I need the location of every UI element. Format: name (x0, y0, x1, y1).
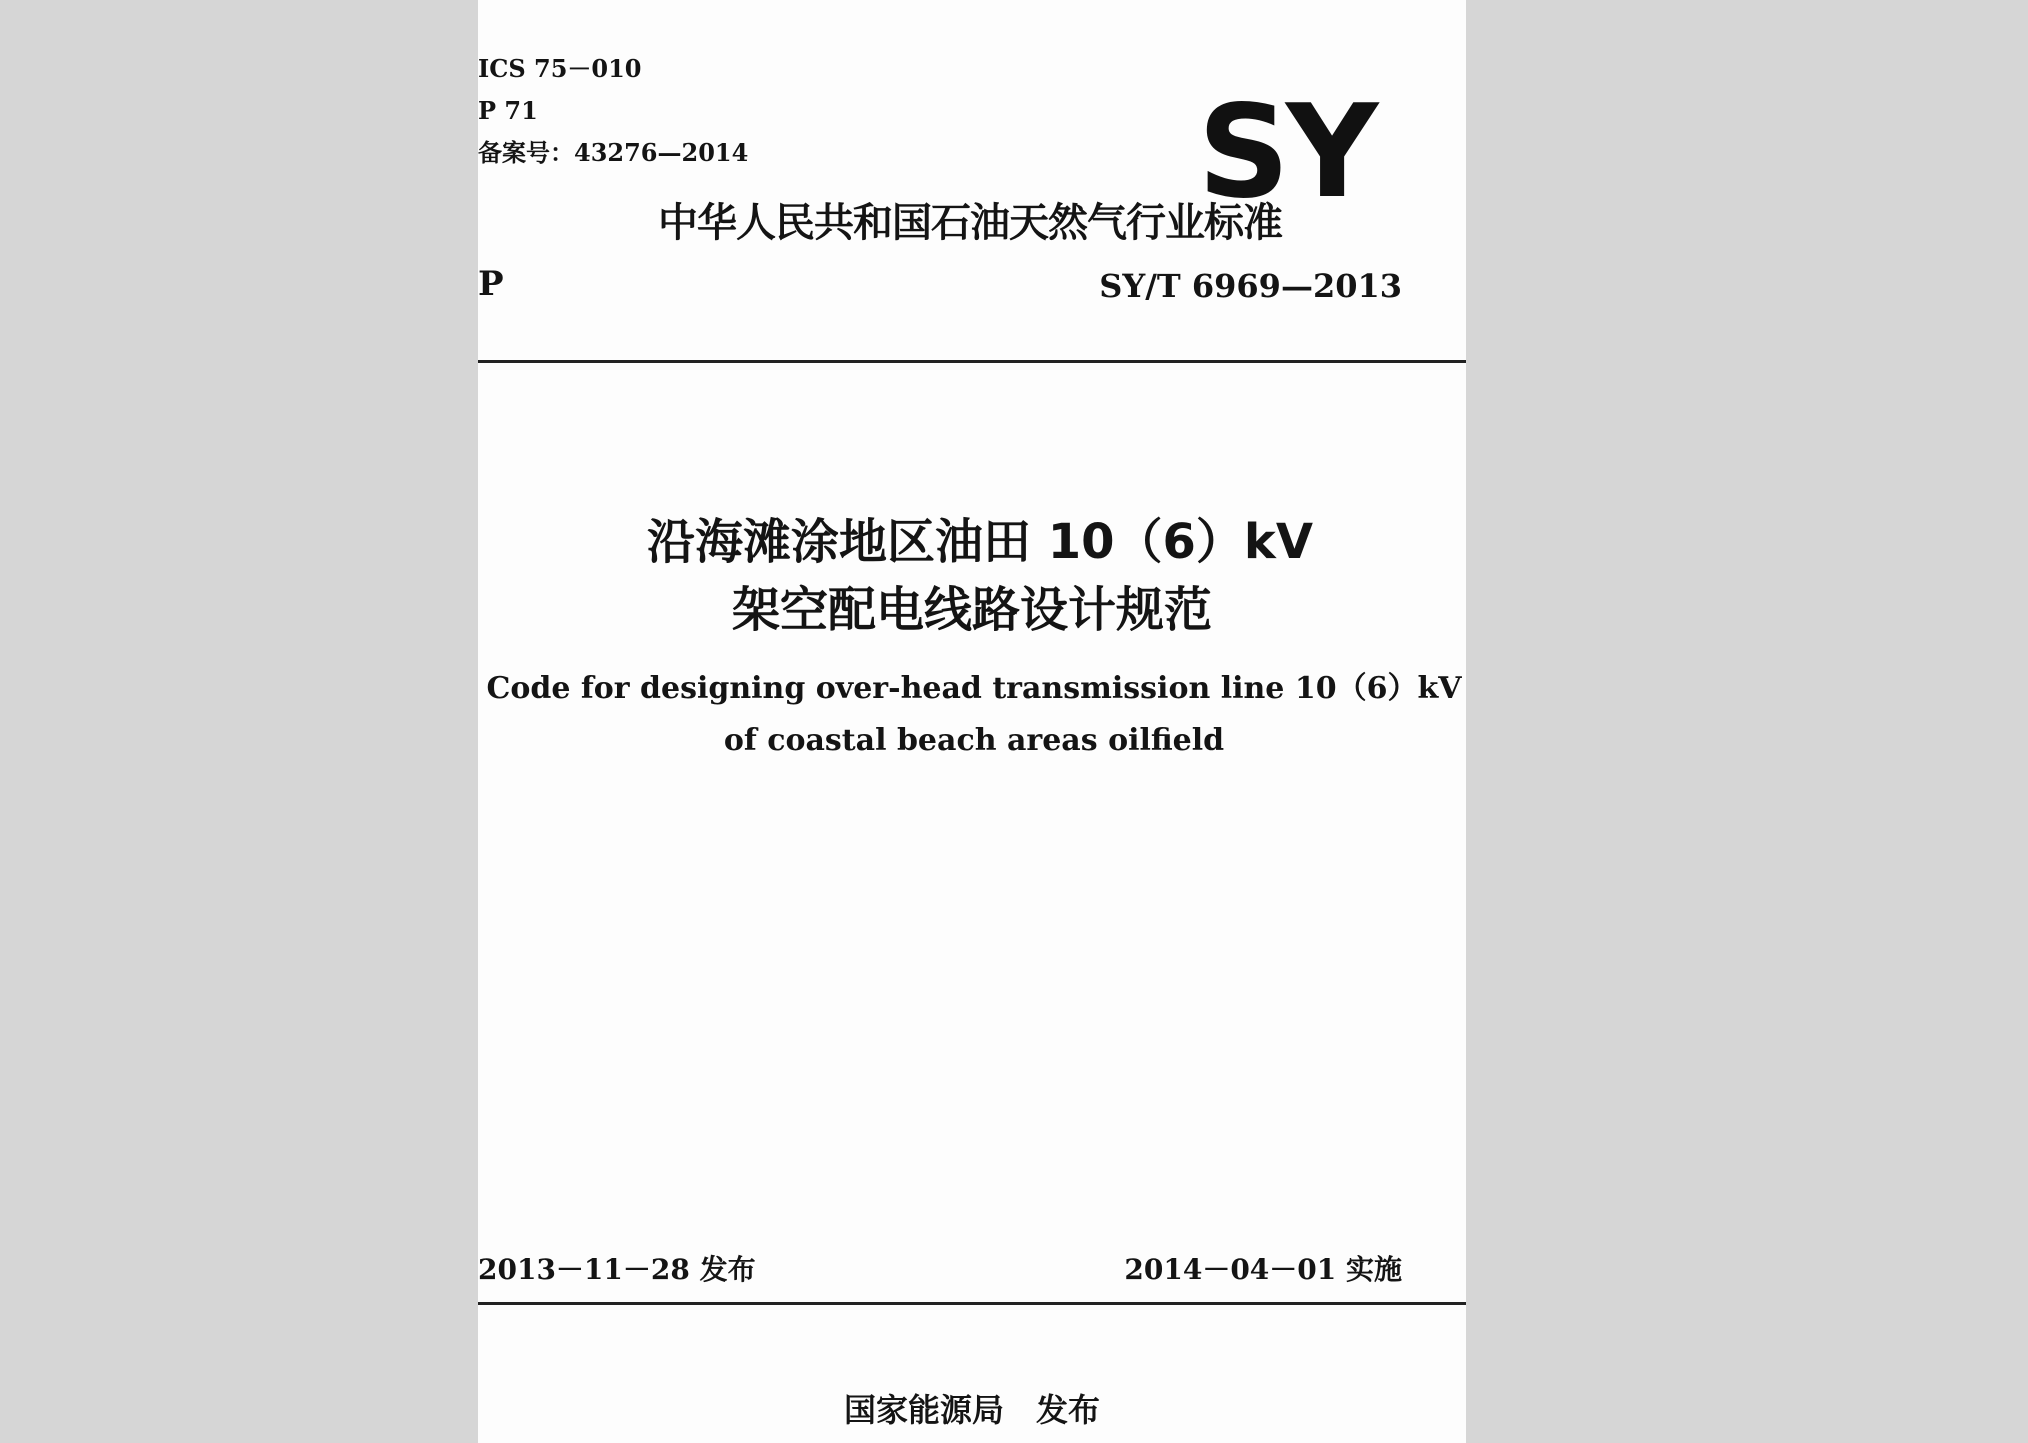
bottom-divider (478, 1302, 1466, 1305)
standard-number: SY/T 6969—2013 (1099, 267, 1402, 305)
title-en-line-2: of coastal beach areas oilfield (723, 723, 1225, 758)
title-zh-line-1: 沿海滩涂地区油田 10（6）kV (647, 514, 1313, 570)
implementation-date: 2014－04－01 实施 (1124, 1253, 1402, 1286)
sy-logo (1191, 94, 1381, 210)
issuer: 国家能源局 发布 (843, 1391, 1100, 1429)
release-date: 2013－11－28 发布 (478, 1253, 756, 1286)
ics-code: ICS 75－010 (478, 54, 642, 83)
industry-standard-title: 中华人民共和国石油天然气行业标准 (658, 200, 1282, 246)
classification-code: P 71 (478, 96, 538, 125)
sy-logo-text: SY (1197, 94, 1375, 210)
filing-number: 备案号：43276—2014 (478, 138, 749, 167)
top-divider (478, 360, 1466, 363)
category-letter: P (478, 264, 504, 304)
title-zh-line-2: 架空配电线路设计规范 (731, 582, 1212, 638)
title-en-line-1: Code for designing over-head transmission line 10（6）kV (486, 671, 1462, 706)
document-page (478, 0, 1466, 1443)
